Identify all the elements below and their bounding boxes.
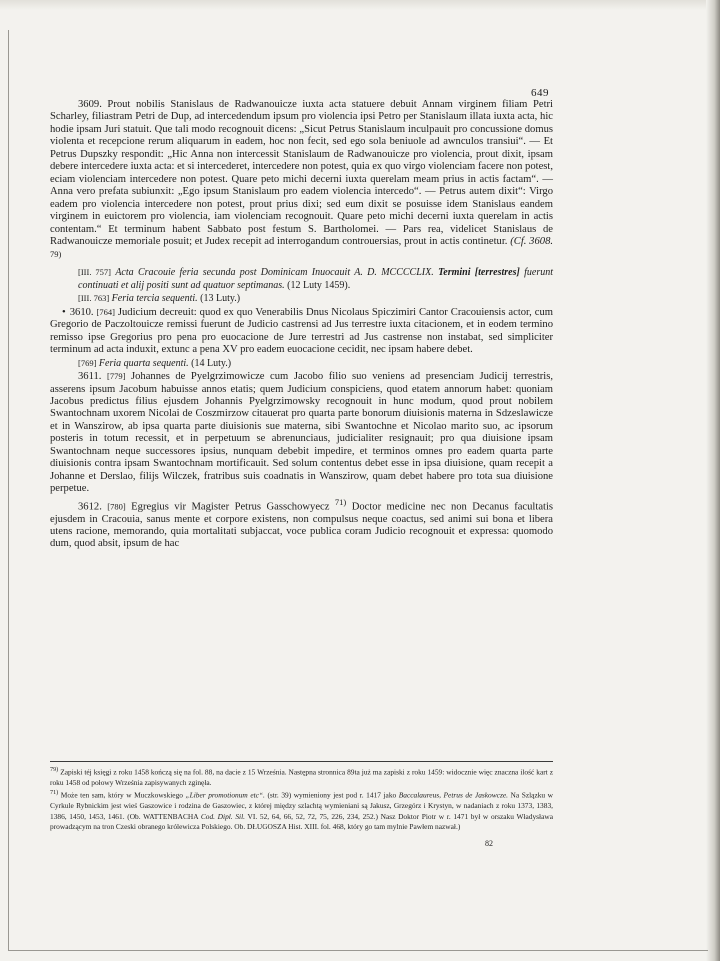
footnote-text: Na Szlązku w Cyrkule Rybnickim jest wieś Gaszowice i rodzina de Gaszowiec, z której między szlachtą wymieniani są Jakusz, Grzegórz i Krystyn, w nadaniach z roku 1373, 1383, 1386, 1450, 1453, 1461. xyxy=(50,790,554,821)
entry-text-cont: Doctor medicine nec non Decanus facultatis ejusdem in Cracouia, sanus mente et corpore existens, non compulsus neque coactus, sed animi sui bona et libera utens racione, memorando, quia mortalitati subjaccat, voce publica coram Judicio recognouit et expressa: quomodo dum, quod absit, ipsum de hac xyxy=(50,501,554,550)
footnote-mark: 79) xyxy=(50,767,59,773)
footnote-text: (Ob. WATTENBACHA xyxy=(127,811,199,821)
footnotes xyxy=(50,765,553,833)
entry-number: 3610. xyxy=(69,306,94,318)
footnote-text: VI. 52, 64, 66, 52, 72, 75, 226, 234, 252.) Nasz Doktor Piotr w r. 1471 był w orszaku Władysława prowadzącym na tron Czeski obranego królewicza Polskiego. Ob. DŁUGOSZA Hist. XIII. fol. 468, który go tam mylnie Pawłem nazwał.) xyxy=(50,811,553,832)
heading-date: (12 Luty 1459). xyxy=(287,279,351,291)
heading-text-cont: fuerunt continuati et alij positi sunt ad quatuor septimanas. xyxy=(78,267,554,291)
heading-date: (13 Luty.) xyxy=(200,293,241,305)
footnote-71 xyxy=(50,788,553,832)
entry-3609 xyxy=(50,99,553,266)
page-number: 649 xyxy=(531,87,549,99)
heading-text: Feria quarta sequenti. xyxy=(98,357,189,369)
footnote-ref-71: 71) xyxy=(334,496,347,507)
footnote-role: Baccalaureus, Petrus de Jaskowcze. xyxy=(398,790,508,800)
footnote-title: „Liber promotionum etc“. xyxy=(185,790,265,800)
record-ref: [III. 757] xyxy=(78,267,111,278)
heading-text: Acta Cracouie feria secunda post Dominicam Inuocauit A. D. MCCCCLIX. xyxy=(115,267,434,279)
entry-3610 xyxy=(50,306,553,357)
footnote-title: Cod. Dipl. Sil. xyxy=(200,811,245,821)
record-ref: [780] xyxy=(107,501,126,512)
heading-bold-text: Termini [terrestres] xyxy=(438,267,520,279)
entry-text: Johannes de Pyelgrzimowicze cum Jacobo filio suo veniens ad presenciam Judicij terrestris, asserens ipsum Jacobum habuisse annos etatis; quem Judicium conspiciens, quod etatem annorum habet: quoniam Jacobus predictus filius ejusdem Johannis Pyelgrzimowsky recognouit in hunc modum, quod prout nobilem Swantochnam uxorem Nicolai de Coszmirzow citauerat pro quarta parte bonorum diuisionis materna in Sdzeslawicze et in Wanszirow, ab ipsa quarta parte diuisionis sue materna, sibi Swantochne et Nicolao marito suo, ac ipsorum posteris in totum recessit, et in perpetuum se abrenunciaus, judicialiter resignauit; pro qua diuisione ipsam Swantochnam neque successores ipsius, nunquam debebit impedire, et terminos omnes pro eadem quarta parte diuisionis contra ipsam Swantochnam mortificauit. Sed solum contentus debet esse in ipsa diuisione, quam recepit a Johanne et Derslao, filijs Wilczek, fratribus suis coadnatis in Wanszirow, quam debet habere pro tota sua diuisione perpetue. xyxy=(50,371,554,495)
record-ref: [779] xyxy=(107,371,126,382)
margin-marker: • xyxy=(62,306,66,318)
body-text xyxy=(50,99,553,551)
footnote-text: Może ten sam, który w Muczkowskiego xyxy=(60,790,183,800)
cross-reference: (Cf. 3608. xyxy=(510,235,554,247)
bottom-line xyxy=(8,950,708,951)
margin-line xyxy=(8,30,9,950)
footnote-text: Zapiski téj księgi z roku 1458 kończą się na fol. 88, na dacie z 15 Września. Następna stronnica 89ta już ma zapiski z roku 1459: widocznie więc znaczna ilość kart z roku 1458 od połowy Września zapisywanych zginęła. xyxy=(50,767,553,787)
footnote-ref-79: 79) xyxy=(50,249,62,260)
heading-757 xyxy=(50,266,553,292)
signature-mark: 82 xyxy=(485,839,493,848)
footnote-rule xyxy=(50,761,553,762)
footnote-79 xyxy=(50,765,553,788)
heading-769 xyxy=(50,357,553,370)
heading-date: (14 Luty.) xyxy=(191,357,232,369)
heading-text: Feria tercia sequenti. xyxy=(111,293,198,305)
record-ref: [769] xyxy=(78,357,97,368)
heading-763 xyxy=(50,292,553,305)
record-ref: [III. 763] xyxy=(78,293,110,304)
entry-number: 3612. xyxy=(78,501,102,513)
footnote-text: (str. 39) wymieniony jest pod r. 1417 jako xyxy=(267,790,397,800)
entry-number: 3609. xyxy=(78,99,102,110)
record-ref: [764] xyxy=(96,306,115,317)
scan-edge-top xyxy=(0,0,720,10)
entry-3611 xyxy=(50,370,553,496)
entry-text: Judicium decreuit: quod ex quo Venerabilis Dnus Nicolaus Spiczimiri Cantor Cracouiensis actor, cum Gregorio de Paczoltouicze remissi fuerunt de Judicio castrensi ad Jus terrestre iuxta citacionem, et in eodem termino remisso ipse Gregorius pro pena pro euocacione de Jure terrestri ad Jus castrense non instabat, sed simpliciter terminum ad acta induxit, extunc a pena XV pro eadem euocacione cecidit, nec ipsam habere debet. xyxy=(50,306,553,356)
entry-text: Egregius vir Magister Petrus Gasschowyecz xyxy=(131,501,330,513)
entry-3612 xyxy=(50,496,553,551)
scan-edge-right xyxy=(706,0,720,961)
footnote-mark: 71) xyxy=(50,790,59,797)
entry-text: Prout nobilis Stanislaus de Radwanouicze iuxta acta statuere debuit Annam virginem filiam Petri Scharley, filiastram Petri de Dup, ad intercedendum ipsum pro violencia ipsi Petro per Stanislaum illata iuxta acta, hic hodie ipsam Juri statuit. Que tali modo recognouit dicens: „Sicut Petrus Stanislaum inculpauit pro concussione domus violenta et recepcione rerum aliquarum in eadem, hoc non fecit, sed ego sola beniuole ad awnculos transiui“. — Et Petrus Dupszky respondit: „Hic Anna non intercessit Stanislaum de Radwanouicze pro violencia, prout dixit, ipsam debere intercedere iuxta acta: et si intercederet, intercedere non potest, quia ex quo virgo violenciam facere non potest, eciam violenciam intercedere non potest. Quare peto michi decerni iuxta querelam meam prius in actis factam“. — Anna vero prefata subiunxit: „Ego ipsum Stanislaum pro eadem violencia intercedo“. — Petrus autem dixit“: Virgo eadem pro violencia intercedere non potest, prout prius dixi; sed eum dixit se posuisse idem Stanislaus eandem virginem in euictorem pro violencia, iam violenciam recognouit. Quare peto michi decerni iuxta querelam in actis contentam.“ Et terminum habent Sabbato post festum S. Bartholomei. — Pars rea, videlicet Stanislaus de Radwanouicze memoriale posuit; et Judex recepit ad interrogandum controuersias, prout in actis continetur. xyxy=(50,99,553,247)
entry-number: 3611. xyxy=(78,371,102,383)
